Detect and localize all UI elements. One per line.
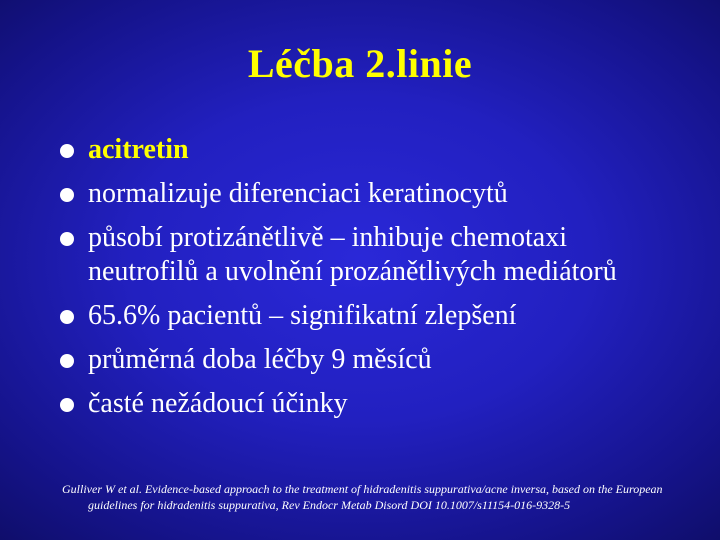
bullet-text: normalizuje diferenciaci keratinocytů: [88, 178, 508, 209]
bullet-item: [60, 177, 680, 211]
bullet-dot-icon: [60, 310, 74, 324]
bullet-item: [60, 343, 680, 377]
bullet-item: [60, 299, 680, 333]
bullet-text: působí protizánětlivě – inhibuje chemotaxi neutrofilů a uvolnění prozánětlivých mediátorů: [88, 222, 617, 287]
bullet-dot-icon: [60, 188, 74, 202]
bullet-item: [60, 133, 680, 167]
bullet-dot-icon: [60, 398, 74, 412]
bullet-dot-icon: [60, 144, 74, 158]
bullet-item: [60, 387, 680, 421]
bullet-list: [60, 133, 680, 431]
slide-title: Léčba 2.linie: [247, 41, 473, 86]
bullet-item: [60, 221, 680, 289]
bullet-dot-icon: [60, 354, 74, 368]
citation: Gulliver W et al. Evidence-based approach to the treatment of hidradenitis suppurativa/acne inversa, based on the European guidelines for hidradenitis suppurativa, Rev Endocr Metab Disord DOI 10.1007/s11154-016-9328-5: [62, 482, 663, 512]
bullet-dot-icon: [60, 232, 74, 246]
bullet-text: acitretin: [88, 134, 189, 165]
bullet-text: časté nežádoucí účinky: [88, 388, 348, 419]
bullet-text: 65.6% pacientů – signifikatní zlepšení: [88, 300, 517, 331]
bullet-text: průměrná doba léčby 9 měsíců: [88, 344, 432, 375]
